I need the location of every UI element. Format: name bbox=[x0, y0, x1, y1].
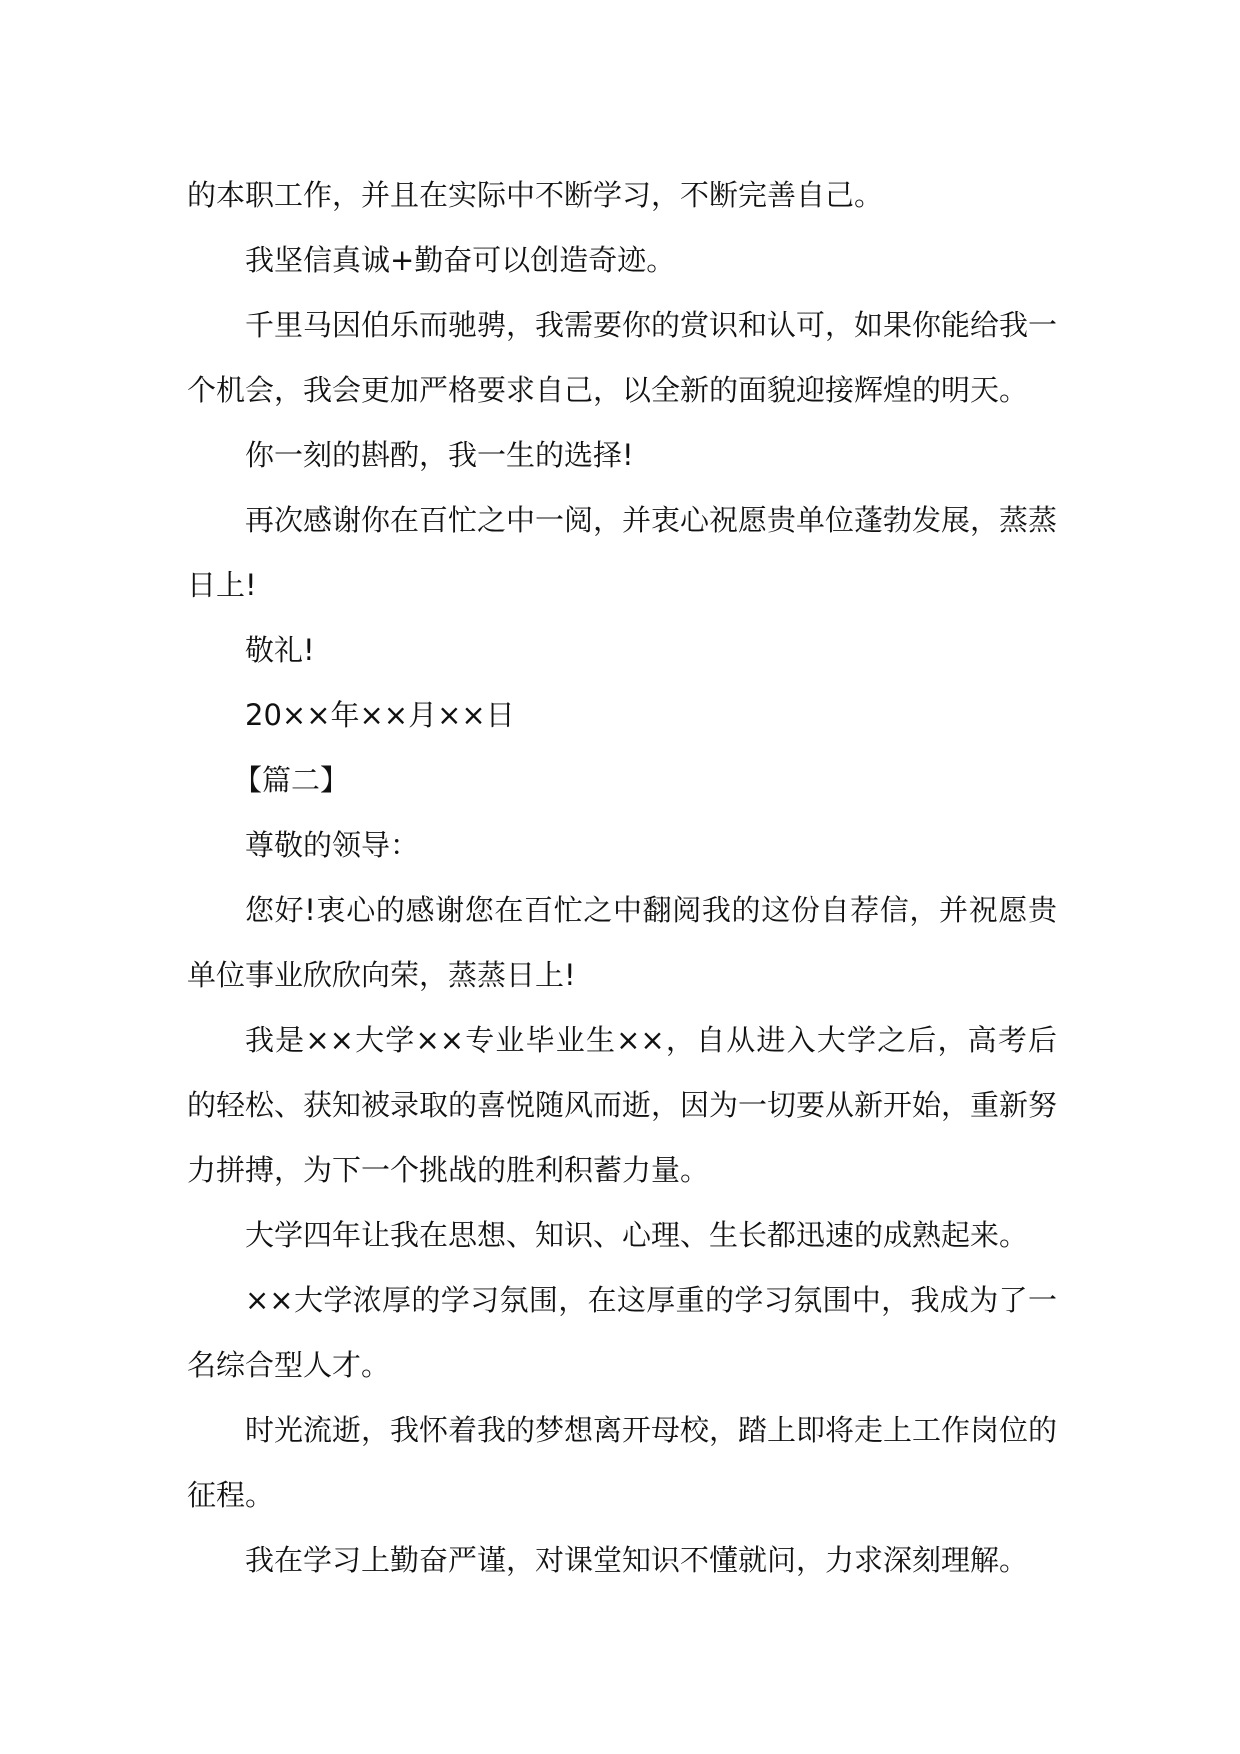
paragraph-1: 的本职工作，并且在实际中不断学习，不断完善自己。 bbox=[187, 178, 884, 212]
paragraph-4: 你一刻的斟酌，我一生的选择! bbox=[245, 438, 634, 472]
paragraph-5: 再次感谢你在百忙之中一阅，并衷心祝愿贵单位蓬勃发展，蒸蒸日上! bbox=[187, 503, 1058, 602]
paragraph-14: 时光流逝，我怀着我的梦想离开母校，踏上即将走上工作岗位的征程。 bbox=[187, 1413, 1058, 1512]
paragraph-12: 大学四年让我在思想、知识、心理、生长都迅速的成熟起来。 bbox=[245, 1218, 1029, 1252]
date-line: 20××年××月××日 bbox=[245, 698, 515, 732]
paragraph-10: 您好!衷心的感谢您在百忙之中翻阅我的这份自荐信，并祝愿贵单位事业欣欣向荣，蒸蒸日上! bbox=[187, 893, 1057, 992]
section-heading: 【篇二】 bbox=[233, 763, 350, 797]
paragraph-2: 我坚信真诚+勤奋可以创造奇迹。 bbox=[245, 243, 676, 277]
paragraph-11: 我是××大学××专业毕业生××，自从进入大学之后，高考后的轻松、获知被录取的喜悦随风而逝，因为一切要从新开始，重新努力拼搏，为下一个挑战的胜利积蓄力量。 bbox=[187, 1023, 1058, 1187]
closing-salutation: 敬礼! bbox=[245, 633, 315, 667]
paragraph-15: 我在学习上勤奋严谨，对课堂知识不懂就问，力求深刻理解。 bbox=[245, 1543, 1029, 1577]
document-body bbox=[187, 163, 1057, 1593]
greeting: 尊敬的领导： bbox=[245, 828, 420, 862]
paragraph-3: 千里马因伯乐而驰骋，我需要你的赏识和认可，如果你能给我一个机会，我会更加严格要求自己，以全新的面貌迎接辉煌的明天。 bbox=[187, 308, 1058, 407]
paragraph-13: ××大学浓厚的学习氛围，在这厚重的学习氛围中，我成为了一名综合型人才。 bbox=[187, 1283, 1057, 1382]
